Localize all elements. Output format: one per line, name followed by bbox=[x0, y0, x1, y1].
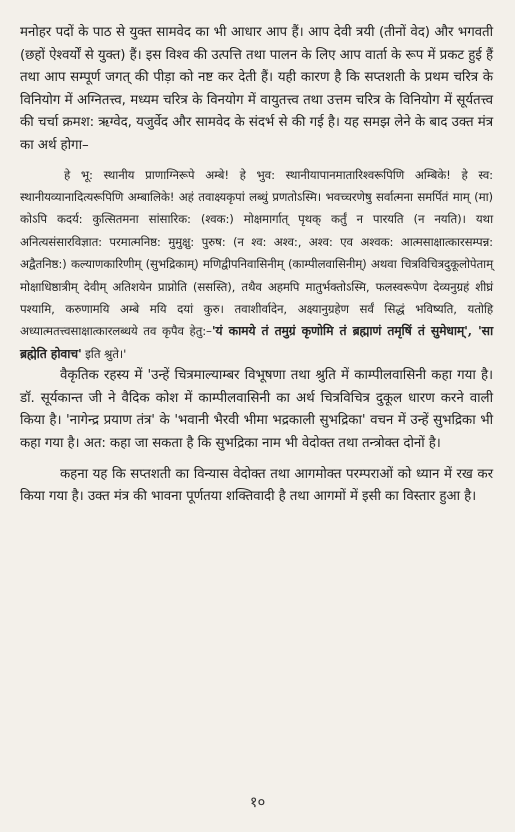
commentary-text: वैकृतिक रहस्य में 'उन्हें चित्रमाल्याम्बर विभूषणा तथा श्रुति में काम्पीलवासिनी कहा गया है। डॉ. सूर्यकान्त जी ने वैदिक कोश में काम्पीलवासिनी का अर्थ चित्रविचित्र दुकूल धारण करने वाली किया है। 'नागेन्द्र प्रयाण तंत्र' के 'भवानी भैरवी भीमा भद्रकाली सुभद्रिका' वचन में उन्हें सुभद्रिका भी कहा गया है। अत: कहा जा सकता है कि सुभद्रिका नाम भी वेदोक्त तथा तन्त्रोक्त दोनों है। bbox=[20, 368, 493, 451]
conclusion-text: कहना यह कि सप्तशती का विन्यास वेदोक्त तथा आगमोक्त परम्पराओं को ध्यान में रख कर किया गया है। उक्त मंत्र की भावना पूर्णतया शक्तिवादी है तथा आगमों में इसी का विस्तार हुआ है। bbox=[20, 466, 493, 505]
vedic-quote: 'यं कामये तं तमुग्रं कृणोमि तं ब्रह्माणं तमृषिं तं सुमेधाम्', 'सा ब्रह्मेति होवाच' bbox=[20, 323, 494, 361]
mantra-tail-text: इति श्रुते।' bbox=[81, 346, 127, 361]
intro-paragraph: मनोहर पदों के पाठ से युक्त सामवेद का भी आधार आप हैं। आप देवी त्रयी (तीनों वेद) और भगवती (छहों ऐश्वर्यों से युक्त) हैं। इस विश्व की उत्पत्ति तथा पालन के लिए आप वार्ता के रूप में प्रकट हुई हैं तथा आप सम्पूर्ण जगत् की पीड़ा को नष्ट कर देती हैं। यही कारण है कि सप्तशती के प्रथम चरित्र के विनियोग में अग्नितत्त्व, मध्यम चरित्र के विनयोग में वायुतत्त्व तथा उत्तम चरित्र के विनियोग में सूर्यतत्त्व की चर्चा क्रमश: ऋग्वेद, यजुर्वेद और सामवेद के संदर्भ से की गई है। यह समझ लेने के बाद उक्त मंत्र का अर्थ होगा– bbox=[20, 25, 493, 153]
mantra-main-text: हे भू: स्थानीय प्राणाग्निरूपे अम्बे! हे भुव: स्थानीयापानमातारिश्वरूपिणि अम्बिके! हे स्व: स्थानीयव्यानादित्यरूपिणि अम्बालिके! अहं तवाक्ष्यकृपां लब्धुं प्रणतोऽस्मि। भवच्चरणेषु सर्वात्मना समर्पितं माम् (मा) कोऽपि कदर्य: कुत्सितमना सांसारिक: (श्वक:) मोक्षमार्गात् पृथक् कर्तुं न पारयति (न नयति)। यथा अनित्यसंसारविज्ञात: परमात्मनिष्ठ: मुमुक्षु: पुरुष: (न श्व: अश्व:, अश्व: एव अश्वक: आत्मसाक्षात्कारसम्पन्न: अद्वैतनिष्ठ:) कल्याणकारिणीम् (सुभद्रिकाम्) मणिद्वीपनिवासिनीम् (काम्पीलवासिनीम्) अथवा चित्रविचित्रदुकूलोपेताम् मोक्षाधिष्ठात्रीम् देवीम् अतिशयेन प्राप्नोति (ससस्ति), तथैव अहमपि मातुर्भक्तोऽस्मि, फलस्वरूपेण देव्यनुग्रहं शीघ्रं पश्यामि, करुणामयि अम्बे मयि दयां कुरु। तवाशीर्वादेन, अक्ष्यानुग्रहेण सर्वं सिद्धं भविष्यति, यतोहि अध्यात्मतत्त्वसाक्षात्कारलब्धये तव कृपैव हेतु:– bbox=[20, 167, 493, 339]
commentary-paragraph bbox=[20, 365, 493, 455]
conclusion-paragraph bbox=[20, 464, 493, 509]
page-number: १० bbox=[249, 793, 266, 811]
mantra-paragraph bbox=[20, 164, 493, 366]
